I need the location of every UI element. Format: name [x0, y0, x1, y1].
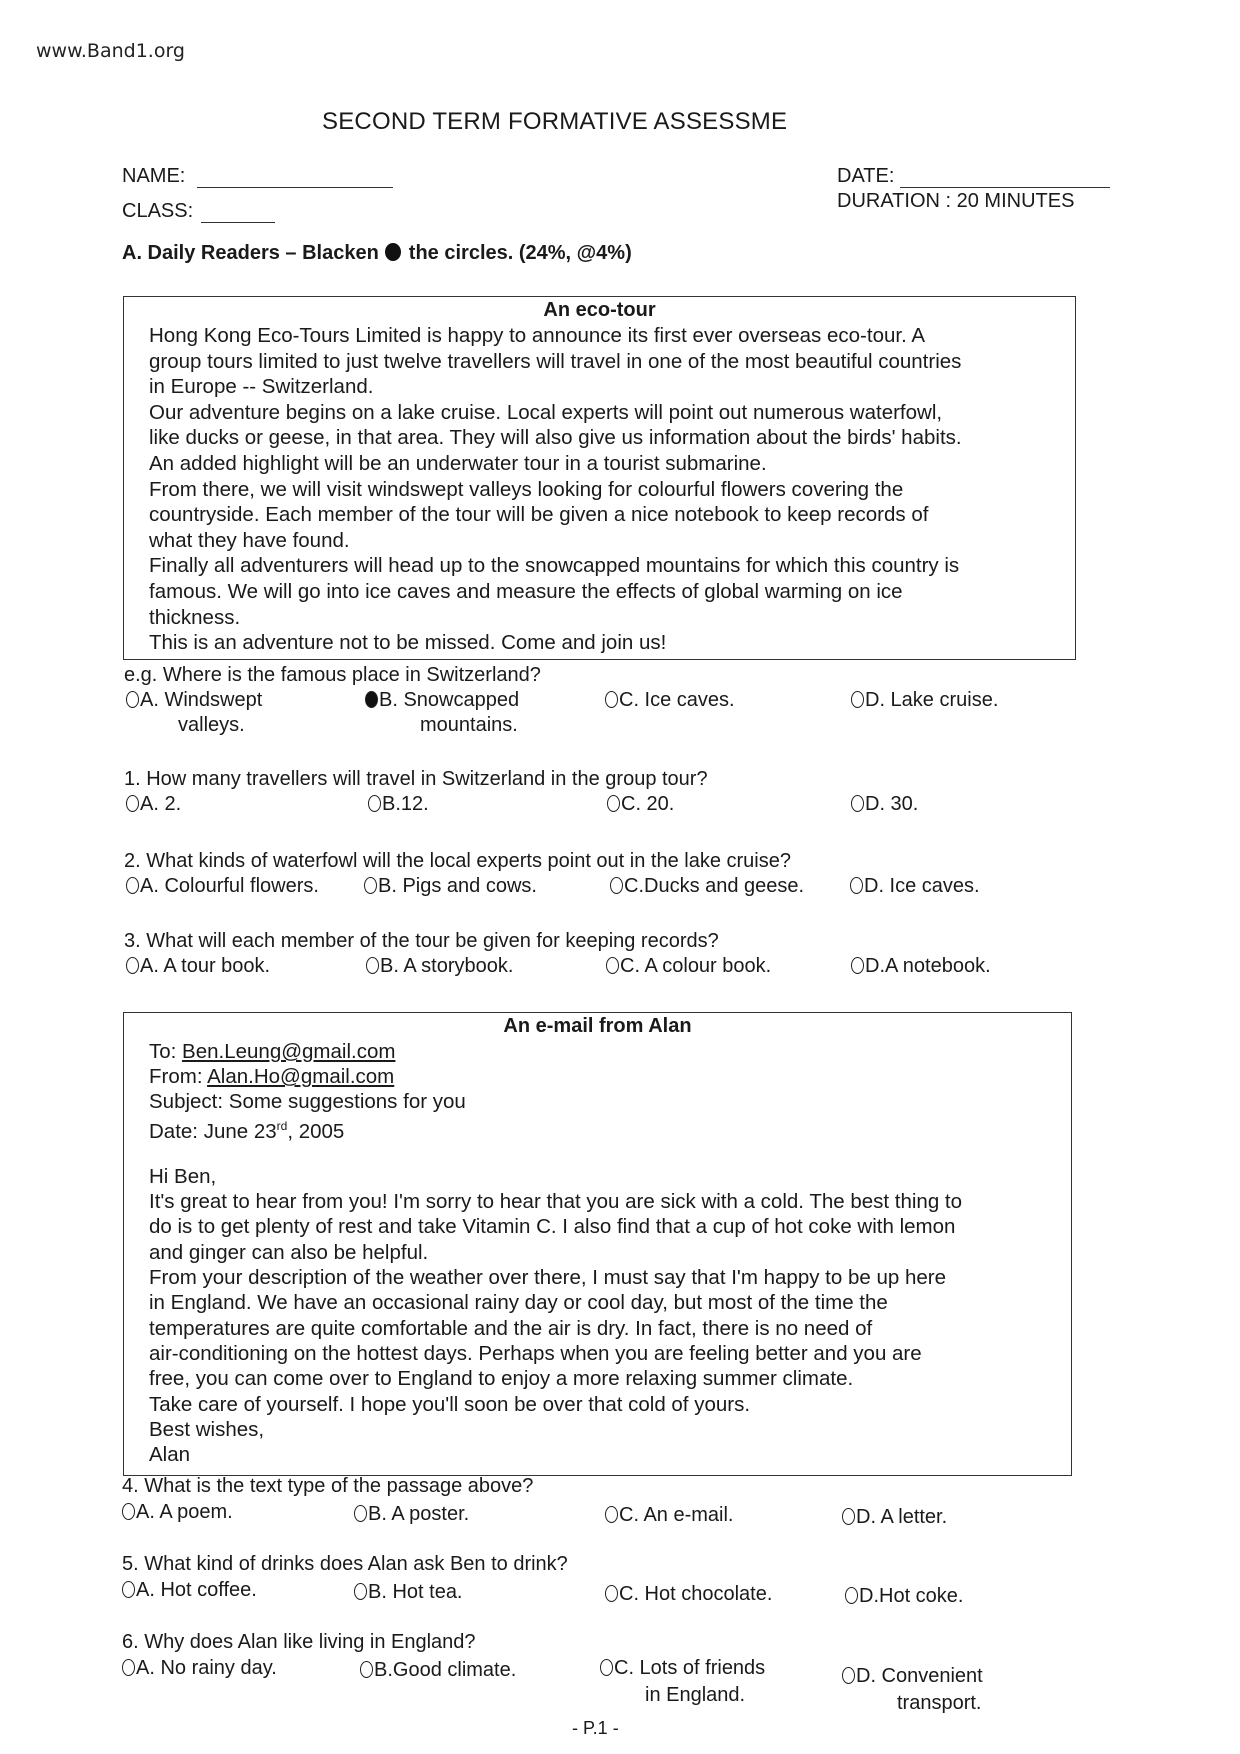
option-label: A. A poem. — [136, 1501, 233, 1523]
date-field — [837, 165, 1110, 188]
option-label-line2: valleys. — [178, 714, 245, 736]
email-body — [124, 1164, 1071, 1468]
option-label: A. Hot coffee. — [136, 1579, 257, 1601]
option-label: A. No rainy day. — [136, 1657, 277, 1679]
text-line: thickness. — [149, 605, 241, 629]
option-label: D. Lake cruise. — [865, 689, 999, 711]
page-number: - P.1 - — [572, 1718, 619, 1738]
radio-circle-icon[interactable] — [354, 1583, 367, 1600]
radio-circle-icon[interactable] — [126, 795, 139, 812]
passage-email — [123, 1012, 1072, 1476]
option-a[interactable] — [122, 1656, 277, 1681]
email-signature: Alan — [149, 1443, 191, 1467]
option-c[interactable] — [607, 792, 674, 817]
option-label: C. A colour book. — [620, 955, 772, 977]
class-label: CLASS: — [122, 200, 194, 222]
option-d[interactable] — [842, 1505, 947, 1530]
email-header — [124, 1039, 1071, 1144]
radio-circle-icon[interactable] — [850, 877, 863, 894]
option-d[interactable] — [851, 954, 991, 979]
option-label: D. Ice caves. — [864, 875, 980, 897]
option-d[interactable] — [851, 688, 998, 713]
email-from — [149, 1064, 1071, 1089]
passage-body — [124, 323, 1075, 656]
question-2: 2. What kinds of waterfowl will the local experts point out in the lake cruise? — [124, 850, 791, 872]
option-label: C.Ducks and geese. — [624, 875, 805, 897]
text-line: famous. We will go into ice caves and measure the effects of global warming on ice — [149, 579, 903, 603]
option-c[interactable] — [605, 1503, 733, 1528]
radio-circle-icon[interactable] — [126, 957, 139, 974]
option-label: D. 30. — [865, 793, 919, 815]
radio-circle-icon[interactable] — [360, 1661, 373, 1678]
option-label: B.Good climate. — [374, 1659, 517, 1681]
option-c[interactable] — [606, 954, 771, 979]
watermark: www.Band1.org — [36, 40, 185, 62]
text-line: air-conditioning on the hottest days. Perhaps when you are feeling better and you are — [149, 1341, 922, 1365]
class-field — [122, 198, 275, 223]
option-label-line2: in England. — [645, 1684, 746, 1706]
text-line: free, you can come over to England to enjoy a more relaxing summer climate. — [149, 1367, 854, 1391]
radio-circle-icon[interactable] — [842, 1667, 855, 1684]
text-line: An added highlight will be an underwater tour in a tourist submarine. — [149, 451, 767, 475]
question-example: e.g. Where is the famous place in Switzerland? — [124, 664, 541, 686]
radio-circle-icon[interactable] — [354, 1505, 367, 1522]
option-a[interactable] — [126, 954, 270, 979]
option-label: C. Lots of friends — [614, 1657, 766, 1679]
radio-circle-icon[interactable] — [845, 1587, 858, 1604]
text-line: in England. We have an occasional rainy day or cool day, but most of the time the — [149, 1291, 888, 1315]
option-label: A. 2. — [140, 793, 182, 815]
email-to — [149, 1039, 1071, 1064]
option-d[interactable] — [851, 792, 918, 817]
email-signoff: Best wishes, — [149, 1417, 265, 1441]
radio-circle-icon[interactable] — [364, 877, 377, 894]
option-label: D. A letter. — [856, 1506, 948, 1528]
text-line: in Europe -- Switzerland. — [149, 375, 374, 399]
radio-circle-icon[interactable] — [607, 795, 620, 812]
option-label: B. A poster. — [368, 1503, 470, 1525]
question-6: 6. Why does Alan like living in England? — [122, 1631, 476, 1653]
page-title: SECOND TERM FORMATIVE ASSESSME — [322, 108, 788, 135]
text-line: group tours limited to just twelve travellers will travel in one of the most beautiful countries — [149, 349, 962, 373]
email-greeting: Hi Ben, — [149, 1164, 217, 1188]
text-line: temperatures are quite comfortable and the air is dry. In fact, there is no need of — [149, 1316, 873, 1340]
text-line: like ducks or geese, in that area. They will also give us information about the birds' habits. — [149, 426, 962, 450]
question-4: 4. What is the text type of the passage above? — [122, 1475, 534, 1497]
section-a-suffix: the circles. (24%, @4%) — [408, 242, 632, 264]
radio-circle-icon[interactable] — [851, 795, 864, 812]
filled-circle-icon — [385, 243, 401, 261]
option-c[interactable] — [605, 1582, 772, 1607]
date-year: , 2005 — [287, 1119, 345, 1143]
option-d[interactable] — [850, 874, 980, 899]
text-line: From your description of the weather over there, I must say that I'm happy to be up here — [149, 1266, 946, 1290]
option-label: D. Convenient — [856, 1665, 983, 1687]
radio-circle-icon[interactable] — [122, 1503, 135, 1520]
option-d[interactable] — [842, 1664, 983, 1716]
passage-title: An eco-tour — [543, 299, 656, 321]
option-b[interactable] — [360, 1658, 516, 1683]
date-superscript: rd — [276, 1119, 288, 1133]
radio-circle-icon[interactable] — [610, 877, 623, 894]
radio-circle-icon[interactable] — [126, 691, 139, 708]
option-label: B. Pigs and cows. — [378, 875, 537, 897]
date-label: DATE: — [837, 165, 895, 187]
radio-circle-icon[interactable] — [605, 1585, 618, 1602]
radio-circle-icon[interactable] — [842, 1508, 855, 1525]
option-label-line2: mountains. — [420, 714, 518, 736]
from-address-link[interactable]: Alan.Ho@gmail.com — [207, 1065, 395, 1088]
option-label: B.12. — [382, 793, 429, 815]
option-label: C. Ice caves. — [619, 689, 735, 711]
name-label: NAME: — [122, 165, 186, 187]
option-c[interactable] — [600, 1656, 765, 1708]
to-label: To: — [149, 1040, 183, 1063]
option-b[interactable] — [354, 1580, 463, 1605]
passage-eco-tour — [123, 296, 1076, 660]
text-line: This is an adventure not to be missed. Come and join us! — [149, 631, 667, 655]
text-line: From there, we will visit windswept valleys looking for colourful flowers covering the — [149, 477, 904, 501]
option-a[interactable] — [126, 688, 262, 738]
option-a[interactable] — [122, 1500, 233, 1525]
radio-circle-icon[interactable] — [600, 1659, 613, 1676]
name-blank[interactable] — [197, 167, 393, 188]
option-b[interactable] — [364, 874, 537, 899]
radio-circle-icon[interactable] — [126, 877, 139, 894]
email-date — [149, 1114, 1071, 1144]
option-label: B. Hot tea. — [368, 1581, 463, 1603]
option-b[interactable] — [354, 1502, 469, 1527]
name-field — [122, 165, 393, 188]
option-label: A. Windswept — [140, 689, 263, 711]
option-d[interactable] — [845, 1584, 963, 1609]
date-text: Date: June 23 — [149, 1119, 277, 1143]
duration: DURATION : 20 MINUTES — [837, 190, 1075, 212]
date-blank[interactable] — [900, 167, 1110, 188]
option-label: B. Snowcapped — [379, 689, 520, 711]
text-line: Our adventure begins on a lake cruise. Local experts will point out numerous waterfowl, — [149, 400, 943, 424]
radio-circle-icon[interactable] — [851, 957, 864, 974]
radio-circle-icon[interactable] — [122, 1659, 135, 1676]
option-label: D.A notebook. — [865, 955, 991, 977]
radio-circle-icon[interactable] — [122, 1581, 135, 1598]
text-line: countryside. Each member of the tour will be given a nice notebook to keep records of — [149, 503, 929, 527]
passage-title: An e-mail from Alan — [503, 1015, 692, 1037]
option-c[interactable] — [610, 874, 804, 899]
class-blank[interactable] — [201, 198, 275, 223]
option-a[interactable] — [126, 792, 181, 817]
option-label: B. A storybook. — [380, 955, 514, 977]
question-5: 5. What kind of drinks does Alan ask Ben to drink? — [122, 1553, 568, 1575]
option-label: A. Colourful flowers. — [140, 875, 319, 897]
option-b[interactable] — [368, 792, 429, 817]
question-3: 3. What will each member of the tour be given for keeping records? — [124, 930, 719, 952]
radio-circle-filled-icon[interactable] — [365, 691, 378, 708]
from-label: From: — [149, 1065, 208, 1088]
option-b[interactable] — [366, 954, 513, 979]
option-label: C. Hot chocolate. — [619, 1583, 773, 1605]
radio-circle-icon[interactable] — [606, 957, 619, 974]
option-a[interactable] — [122, 1578, 257, 1603]
section-a-heading — [122, 242, 632, 265]
section-a-prefix: A. Daily Readers – Blacken — [122, 242, 379, 264]
option-label: C. An e-mail. — [619, 1504, 734, 1526]
option-label: C. 20. — [621, 793, 675, 815]
to-address-link[interactable]: Ben.Leung@gmail.com — [182, 1040, 396, 1063]
option-label-line2: transport. — [897, 1692, 982, 1714]
radio-circle-icon[interactable] — [605, 1506, 618, 1523]
text-line: Hong Kong Eco-Tours Limited is happy to announce its first ever overseas eco-tour. A — [149, 324, 925, 347]
radio-circle-icon[interactable] — [605, 691, 618, 708]
radio-circle-icon[interactable] — [366, 957, 379, 974]
email-subject: Subject: Some suggestions for you — [149, 1090, 466, 1113]
option-label: D.Hot coke. — [859, 1585, 964, 1607]
text-line: and ginger can also be helpful. — [149, 1240, 429, 1264]
option-b[interactable] — [365, 688, 519, 738]
text-line: what they have found. — [149, 528, 350, 552]
text-line: It's great to hear from you! I'm sorry to hear that you are sick with a cold. The best thing to — [149, 1190, 963, 1214]
text-line: Finally all adventurers will head up to the snowcapped mountains for which this country is — [149, 554, 960, 578]
option-c[interactable] — [605, 688, 735, 713]
option-label: A. A tour book. — [140, 955, 271, 977]
question-1: 1. How many travellers will travel in Switzerland in the group tour? — [124, 768, 708, 790]
text-line: Take care of yourself. I hope you'll soon be over that cold of yours. — [149, 1392, 751, 1416]
radio-circle-icon[interactable] — [851, 691, 864, 708]
option-a[interactable] — [126, 874, 319, 899]
radio-circle-icon[interactable] — [368, 795, 381, 812]
text-line: do is to get plenty of rest and take Vitamin C. I also find that a cup of hot coke with lemon — [149, 1215, 956, 1239]
